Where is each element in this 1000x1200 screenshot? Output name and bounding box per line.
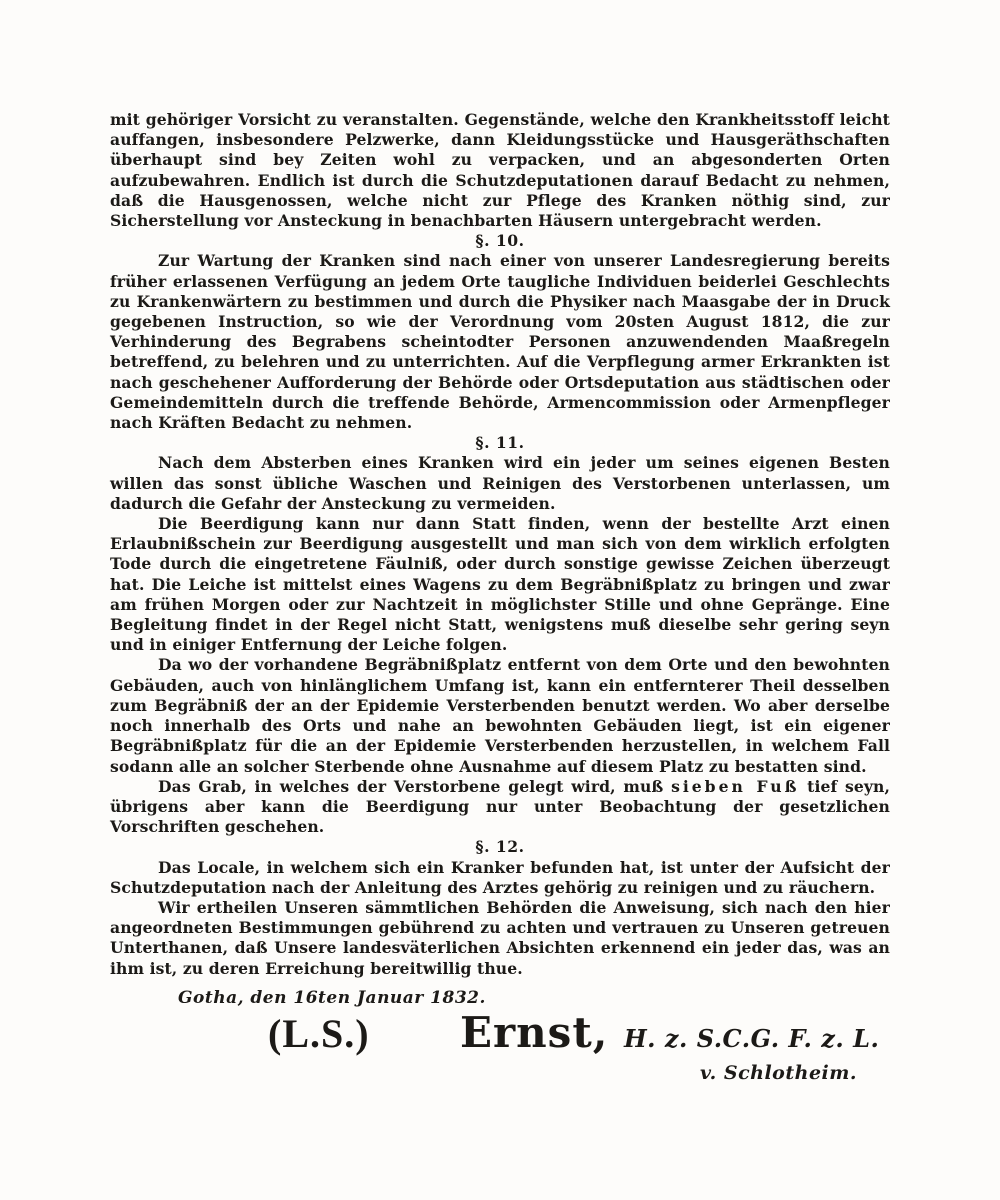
- date-line: Gotha, den 16ten Januar 1832.: [178, 988, 486, 1008]
- grave-depth-emphasis: sieben Fuß: [671, 776, 800, 796]
- ducal-signature: [460, 1008, 879, 1057]
- seal-mark: (L.S.): [268, 1011, 370, 1056]
- section-12-paragraph: Das Locale, in welchem sich ein Kranker befunden hat, ist unter der Aufsicht der Schutzdeputation nach der Anleitung des Arztes gehörig zu reinigen und zu räuchern.: [110, 857, 890, 897]
- section-10-paragraph: Zur Wartung der Kranken sind nach einer von unserer Landesregierung bereits früher erlassenen Verfügung an jedem Orte taugliche Individuen beiderlei Geschlechts zu Krankenwärtern zu bestimmen und durch die Physiker nach Maasgabe der in Druck gegebenen Instruction, so wie der Verordnung vom 20sten August 1812, die zur Verhinderung des Begrabens scheintodter Personen anzuwendenden Maaßregeln betreffend, zu belehren und zu unterrichten. Auf die Verpflegung armer Erkrankten ist nach geschehener Aufforderung der Behörde oder Ortsdeputation aus städtischen oder Gemeindemitteln durch die treffende Behörde, Armencommission oder Armenpfleger nach Kräften Bedacht zu nehmen.: [110, 251, 890, 433]
- paragraph-continued: mit gehöriger Vorsicht zu veranstalten. Gegenstände, welche den Krankheitsstoff leicht auffangen, insbesondere Pelzwerke, dann Kleidungsstücke und Hausgeräthschaften überhaupt sind bey Zeiten wohl zu verpacken, und an abgesonderten Orten aufzubewahren. Endlich ist durch die Schutzdeputationen darauf Bedacht zu nehmen, daß die Hausgenossen, welche nicht zur Pflege des Kranken nöthig sind, zur Sicherstellung vor Ansteckung in benachbarten Häusern untergebracht werden.: [110, 110, 890, 231]
- grave-text-end: tief seyn, übrigens aber kann die Beerdigung nur unter Beobachtung der gesetzlichen Vorschriften geschehen.: [110, 776, 891, 837]
- countersignature: v. Schlotheim.: [700, 1062, 857, 1084]
- signature-titles: H. z. S.C.G. F. z. L.: [623, 1024, 880, 1053]
- section-11-paragraph-2: Die Beerdigung kann nur dann Statt finden, wenn der bestellte Arzt einen Erlaubnißschein zur Beerdigung ausgestellt und man sich von dem wirklich erfolgten Tode durch die eingetretene Fäulniß, oder durch sonstige gewisse Zeichen überzeugt hat. Die Leiche ist mittelst eines Wagens zu dem Begräbnißplatz zu bringen und zwar am frühen Morgen oder zur Nachtzeit in möglichster Stille und ohne Gepränge. Eine Begleitung findet in der Regel nicht Statt, wenigstens muß dieselbe sehr gering seyn und in einiger Entfernung der Leiche folgen.: [110, 514, 890, 655]
- section-11-paragraph-4: [110, 777, 890, 838]
- section-11-paragraph-1: Nach dem Absterben eines Kranken wird ein jeder um seines eigenen Besten willen das sonst übliche Waschen und Reinigen des Verstorbenen unterlassen, um dadurch die Gefahr der Ansteckung zu vermeiden.: [110, 453, 890, 513]
- section-heading-12: §. 12.: [475, 837, 525, 857]
- signature-name: Ernst,: [460, 1008, 609, 1057]
- section-11-paragraph-3: Da wo der vorhandene Begräbnißplatz entfernt von dem Orte und den bewohnten Gebäuden, auch von hinlänglichem Umfang ist, kann ein entfernterer Theil desselben zum Begräbniß der an der Epidemie Versterbenden benutzt werden. Wo aber derselbe noch innerhalb des Orts und nahe an bewohnten Gebäuden liegt, ist ein eigener Begräbnißplatz für die an der Epidemie Versterbenden herzustellen, in welchem Fall sodann alle an solcher Sterbende ohne Ausnahme auf diesem Platz zu bestatten sind.: [110, 655, 890, 776]
- grave-text-start: Das Grab, in welches der Verstorbene gelegt wird, muß: [158, 776, 664, 796]
- closing-paragraph: Wir ertheilen Unseren sämmtlichen Behörden die Anweisung, sich nach den hier angeordneten Bestimmungen gebührend zu achten und vertrauen zu Unseren getreuen Unterthanen, daß Unsere landesväterlichen Absichten erkennend ein jeder das, was an ihm ist, zu deren Erreichung bereitwillig thue.: [110, 897, 890, 978]
- section-heading-11: §. 11.: [475, 433, 525, 453]
- section-heading-10: §. 10.: [475, 231, 525, 251]
- document-body: [110, 110, 890, 979]
